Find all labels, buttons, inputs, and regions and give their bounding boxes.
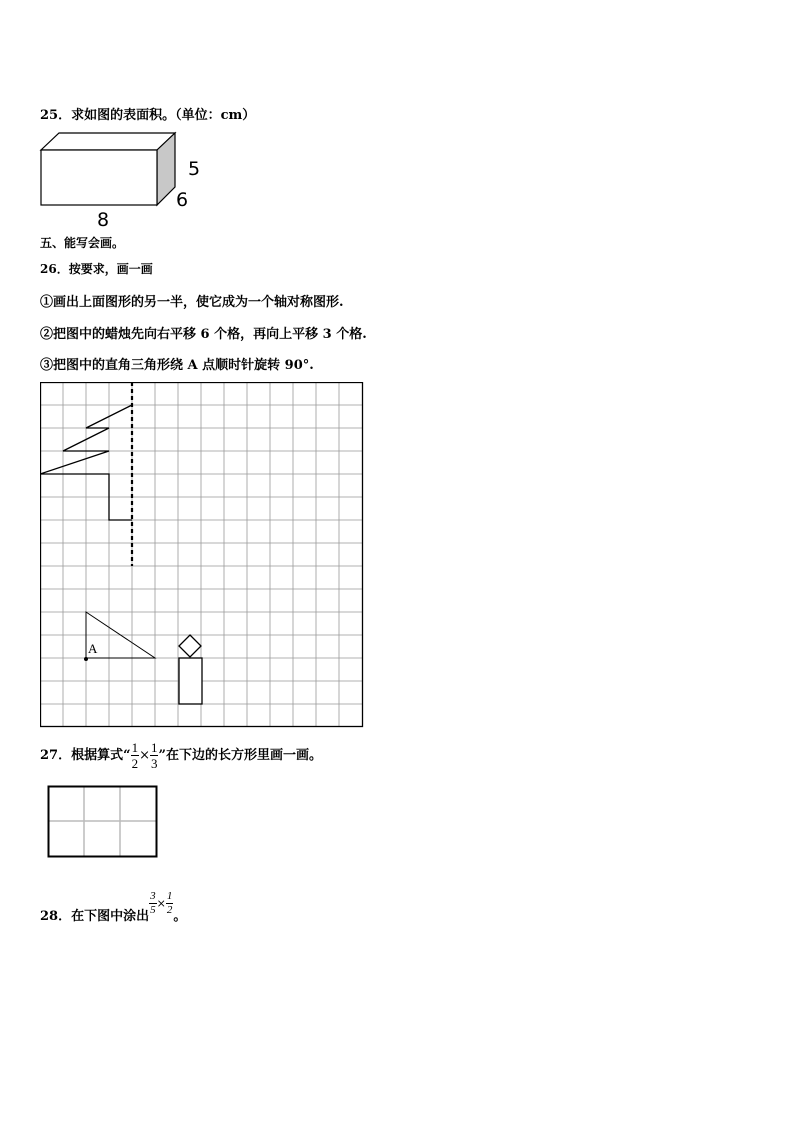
candle-body: [179, 658, 202, 704]
q28-frac2-num: 1: [166, 890, 173, 902]
q26-step1: ①画出上面图形的另一半，使它成为一个轴对称图形.: [40, 295, 344, 310]
q28-frac1-den: 5: [150, 904, 156, 916]
q27-frac2-den: 3: [150, 756, 158, 771]
q27-fraction-1: [131, 741, 140, 770]
q25-text: 25．求如图的表面积。（单位：cm）: [40, 108, 256, 123]
q28-text: [40, 890, 187, 929]
q28-fraction-1: [149, 891, 157, 916]
cuboid-height-label: 5: [188, 158, 201, 180]
q28-frac2-den: 2: [166, 904, 173, 916]
cuboid-figure: [38, 130, 188, 210]
section-five-heading: 五、能写会画。: [40, 236, 125, 250]
point-a-label: A: [88, 641, 98, 656]
q26-step3: ③把图中的直角三角形绕 A 点顺时针旋转 90°.: [40, 358, 314, 373]
candle-flame: [179, 635, 201, 657]
q28-frac1-num: 3: [150, 890, 156, 902]
q27-frac2-num: 1: [150, 740, 158, 755]
q27-frac1-den: 2: [131, 756, 139, 771]
q28-operator: ×: [156, 897, 166, 910]
point-a-dot: [84, 657, 88, 661]
q28-suffix: 。: [173, 909, 187, 924]
q28-prefix: 28．在下图中涂出: [40, 909, 150, 924]
q27-frac1-num: 1: [131, 740, 139, 755]
q27-operator: ×: [139, 748, 150, 763]
q27-text: [40, 741, 322, 770]
q26-text: 26．按要求，画一画: [40, 262, 153, 276]
q28-fraction-2: [166, 891, 174, 916]
q27-rectangle: [47, 785, 159, 859]
drawing-grid: [40, 382, 365, 729]
q26-step2: ②把图中的蜡烛先向右平移 6 个格，再向上平移 3 个格.: [40, 327, 367, 342]
cuboid-length-label: 8: [97, 209, 110, 231]
q27-prefix: 27．根据算式“: [40, 748, 131, 763]
q27-suffix: ”在下边的长方形里画一画。: [158, 748, 322, 763]
cuboid-depth-label: 6: [176, 189, 189, 211]
